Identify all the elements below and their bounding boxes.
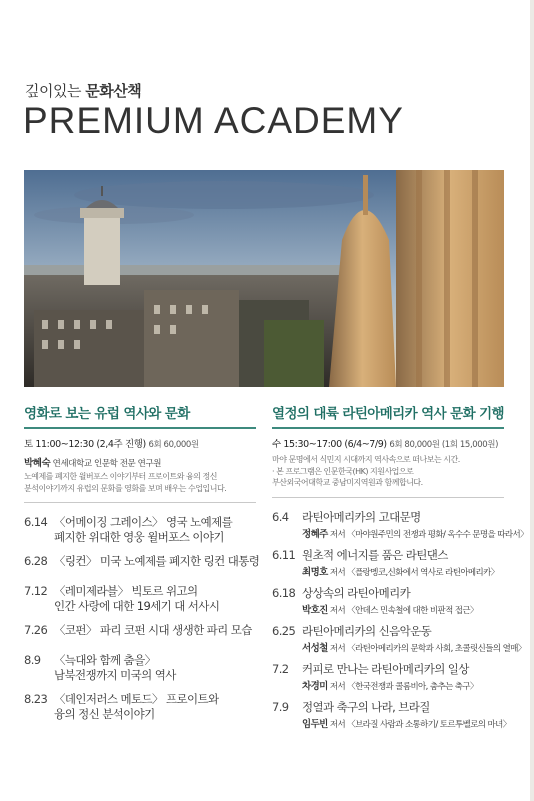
session-author: [302, 717, 511, 733]
course-title: 영화로 보는 유럽 역사와 문화: [24, 406, 190, 422]
session-line: 〈레미제라블〉 빅토르 위고의: [54, 584, 198, 598]
session-author: [302, 603, 504, 619]
divider: [24, 502, 256, 503]
lecturer-name: 박혜숙: [24, 458, 51, 469]
schedule-time: 수 15:30~17:00 (6/4~7/9): [272, 439, 387, 450]
session-line: 〈코펀〉 파리 코펀 시대 생생한 파리 모습: [54, 623, 252, 637]
session-date: 6.25: [272, 623, 296, 638]
session-item: [272, 662, 504, 700]
course-left: [24, 402, 260, 731]
session-author: [302, 641, 526, 657]
course-description: [272, 454, 504, 489]
title-rule: [24, 427, 256, 429]
session-item: [272, 586, 504, 624]
session-date: 6.18: [272, 585, 296, 600]
desc-line: 노예제를 폐지한 윌버포스 이야기부터 프로이트와 융의 정신: [24, 472, 217, 481]
session-date: 7.2: [272, 661, 289, 676]
session-title: 라틴아메리카의 고대문명: [302, 509, 421, 524]
session-line: 인간 사랑에 대한 19세기 대 서사시: [54, 599, 220, 613]
session-date: 6.14: [24, 515, 48, 529]
session-title: 정열과 축구의 나라, 브라질: [302, 699, 430, 714]
page-title: PREMIUM ACADEMY: [23, 100, 404, 141]
session-item: [272, 623, 526, 662]
schedule-fee: 6회 60,000원: [148, 440, 199, 450]
author-name: 최명호: [302, 566, 328, 578]
session-line: 〈늑대와 함께 춤을〉: [54, 653, 156, 667]
session-line: 〈데인저러스 메토드〉 프로이트와: [54, 692, 219, 706]
course-schedule: [272, 436, 504, 450]
session-author: [302, 565, 504, 581]
author-book: 저서 〈마야원주민의 전쟁과 평화/ 옥수수 문명을 따라서〉: [329, 529, 528, 540]
session-item: [24, 515, 256, 554]
session-title: 라틴아메리카의 신음악운동: [302, 623, 432, 638]
session-title: 원초적 에너지를 품은 라틴댄스: [302, 547, 448, 562]
schedule-time: 토 11:00~12:30 (2,4주 진행): [24, 439, 146, 450]
session-item: [24, 653, 256, 692]
session-list: [24, 515, 260, 731]
hero-photo: [24, 170, 504, 387]
author-name: 정혜주: [302, 528, 328, 540]
desc-line: 마야 문명에서 식민지 시대까지 역사속으로 떠나보는 시간.: [272, 455, 460, 464]
desc-line: 분석이야기까지 유럽의 문화를 영화를 보며 배우는 수업입니다.: [24, 483, 227, 493]
header-subtitle: [25, 80, 141, 101]
divider: [272, 497, 504, 498]
subtitle-plain: 깊이있는: [25, 82, 81, 100]
schedule-fee: 6회 80,000원 (1회 15,000원): [389, 440, 498, 450]
course-title: 열정의 대륙 라틴아메리카 역사 문화 기행: [272, 406, 504, 422]
author-book: 저서 〈플랑멩코,신화에서 역사로 라틴아메리카〉: [329, 567, 499, 578]
author-book: 저서 〈한국전쟁과 콜롬비아, 춤추는 축구〉: [329, 681, 478, 692]
session-item: [272, 509, 528, 548]
title-rule: [272, 427, 504, 429]
session-item: [272, 699, 511, 738]
session-author: [302, 679, 504, 695]
session-date: 7.9: [272, 699, 289, 714]
course-description: [24, 471, 256, 494]
course-schedule: [24, 436, 256, 450]
author-name: 차경미: [302, 680, 328, 692]
lecturer-info: [24, 455, 256, 469]
subtitle-bold: 문화산책: [85, 82, 142, 100]
session-line: 남북전쟁까지 미국의 역사: [54, 668, 176, 682]
session-item: [24, 584, 256, 623]
desc-line: · 본 프로그램은 인문한국(HK) 지원사업으로: [272, 466, 414, 476]
session-item: [24, 692, 256, 731]
lecturer-title: 연세대학교 인문학 전문 연구원: [52, 459, 162, 469]
session-title: 상상속의 라틴아메리카: [302, 585, 411, 600]
session-date: 7.26: [24, 623, 48, 637]
session-item: [272, 548, 504, 586]
session-line: 〈어메이징 그레이스〉 영국 노예제를: [54, 515, 233, 529]
course-right: [272, 402, 528, 738]
author-name: 임두빈: [302, 718, 328, 730]
author-book: 저서 〈브라질 사람과 소통하기/ 토르투벨로의 마녀〉: [329, 719, 511, 730]
session-item: [24, 554, 260, 584]
session-date: 6.4: [272, 509, 289, 524]
session-line: 폐지한 위대한 영웅 윌버포스 이야기: [54, 530, 224, 544]
author-book: 저서 〈안데스 민속철에 대한 비판적 접근〉: [329, 605, 478, 616]
session-title: 커피로 만나는 라틴아메리카의 일상: [302, 661, 469, 676]
session-list: [272, 509, 528, 738]
author-name: 박호진: [302, 604, 328, 616]
desc-line: 부산외국어대학교 중남미지역원과 함께합니다.: [272, 478, 423, 487]
author-name: 서성철: [302, 642, 328, 654]
session-date: 6.28: [24, 554, 48, 568]
session-date: 8.9: [24, 653, 41, 667]
author-book: 저서 〈라틴아메리카의 문학과 사회, 초콜릿신들의 열매〉: [329, 643, 526, 654]
page-edge: [530, 0, 534, 801]
session-date: 7.12: [24, 584, 48, 598]
session-author: [302, 527, 528, 543]
session-date: 8.23: [24, 692, 48, 706]
session-line: 융의 정신 분석이야기: [54, 707, 155, 721]
session-item: [24, 623, 256, 653]
session-line: 〈링컨〉 미국 노예제를 폐지한 링컨 대통령: [54, 554, 260, 568]
session-date: 6.11: [272, 547, 296, 562]
